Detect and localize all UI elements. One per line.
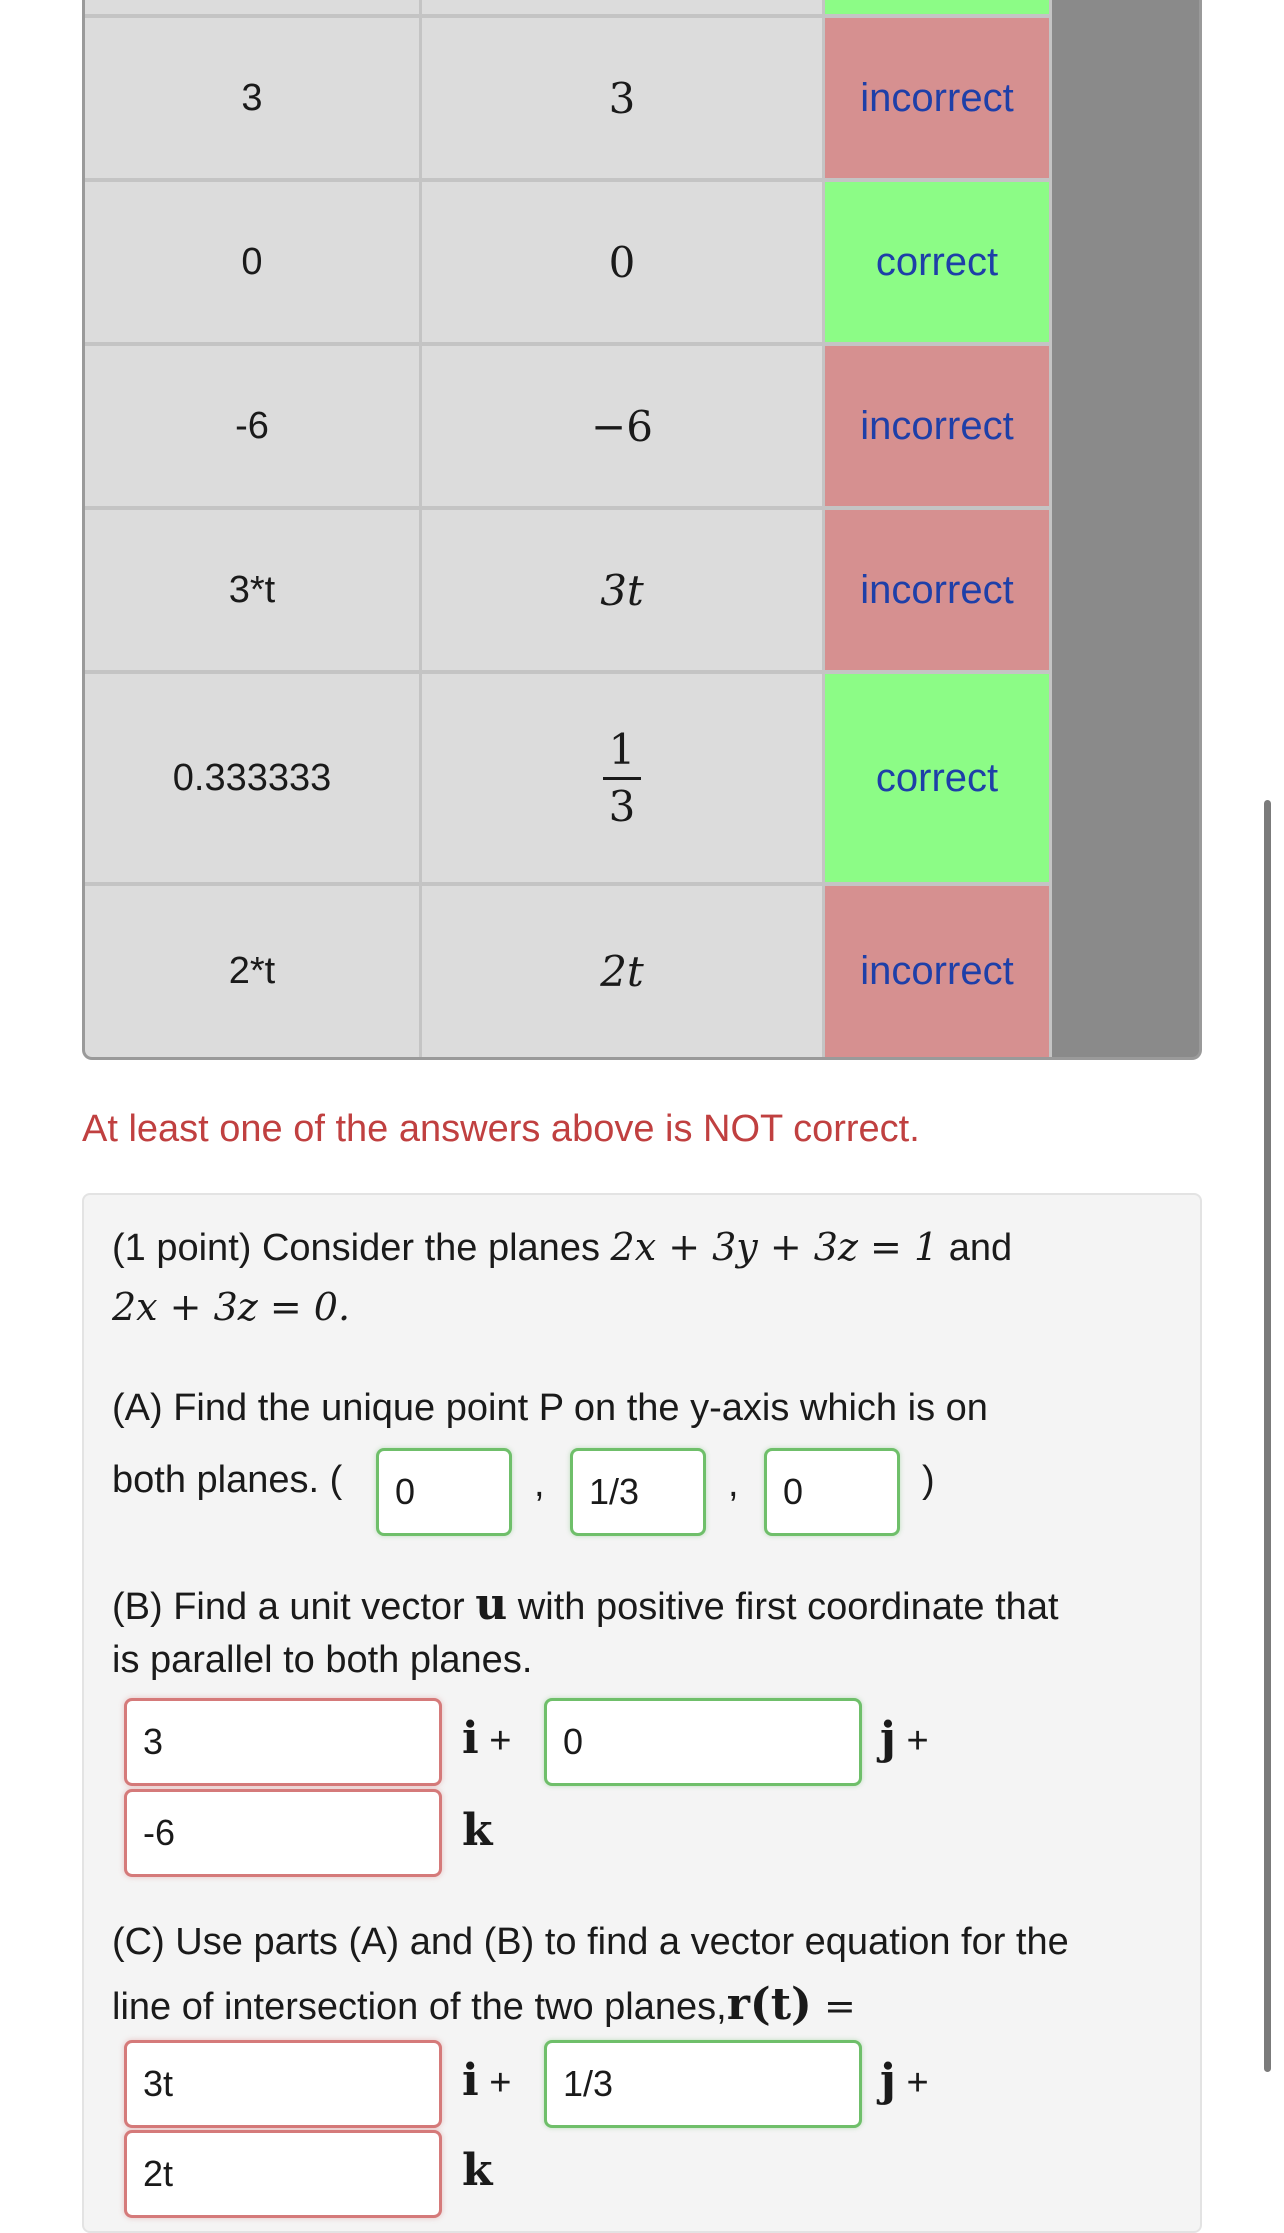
part-a-text: (A) Find the unique point P on the y-axis which is on — [112, 1387, 988, 1429]
result-label: correct — [875, 755, 999, 800]
result-label: incorrect — [860, 567, 1014, 612]
entered-cell — [82, 507, 422, 673]
preview-cell — [419, 883, 825, 1060]
preview-value: 0 — [608, 237, 636, 287]
entered-value: 0.333333 — [172, 756, 332, 799]
page-scrollbar[interactable] — [1264, 800, 1271, 2072]
entered-value: 3 — [241, 76, 263, 119]
preview-cell — [419, 507, 825, 673]
answer-results-table — [82, 0, 1202, 1060]
result-label: incorrect — [860, 75, 1014, 120]
equals-sign: = — [811, 1984, 856, 2028]
plus-sign: + — [906, 1720, 929, 1762]
answer-a-x-input[interactable]: 0 — [376, 1448, 512, 1536]
preview-value: −6 — [591, 401, 653, 451]
answer-a-z-input[interactable]: 0 — [764, 1448, 900, 1536]
answer-c-i-input[interactable]: 3t — [124, 2040, 442, 2128]
entered-value: 3*t — [228, 568, 276, 611]
unit-i-vector: i — [462, 1713, 479, 1764]
comma-separator: , — [534, 1463, 545, 1505]
unit-j-vector: j — [880, 1713, 896, 1764]
unit-k-label — [462, 2145, 493, 2196]
warning-message: At least one of the answers above is NOT correct. — [82, 1108, 920, 1150]
preview-cell — [419, 343, 825, 509]
plane1-equation: 2x + 3y + 3z = 1 — [610, 1225, 939, 1269]
entered-cell — [82, 671, 422, 885]
preview-cell — [419, 15, 825, 181]
preview-value: 3t — [600, 565, 644, 615]
part-c-text: (C) Use parts (A) and (B) to find a vector equation for the — [112, 1921, 1069, 1963]
plus-sign: + — [906, 2062, 929, 2104]
answer-c-k-input[interactable]: 2t — [124, 2130, 442, 2218]
unit-i-vector: i — [462, 2055, 479, 2106]
answer-b-j-input[interactable]: 0 — [544, 1698, 862, 1786]
unit-i-label — [462, 2055, 511, 2106]
problem-intro — [112, 1225, 1012, 1270]
result-cell — [822, 179, 1052, 345]
result-cell — [822, 343, 1052, 509]
unit-j-vector: j — [880, 2055, 896, 2106]
plus-sign: + — [489, 2062, 512, 2104]
unit-k-label — [462, 1805, 493, 1856]
fraction-denominator: 3 — [608, 781, 636, 831]
entered-value: 0 — [241, 240, 263, 283]
and-text: and — [938, 1227, 1013, 1269]
answer-b-k-input[interactable]: -6 — [124, 1789, 442, 1877]
result-cell — [822, 883, 1052, 1060]
entered-cell — [82, 883, 422, 1060]
part-c-text-line2 — [112, 1979, 856, 2030]
fraction-preview — [603, 724, 642, 831]
entered-value: -6 — [235, 404, 269, 447]
result-label: correct — [875, 239, 999, 284]
close-paren: ) — [922, 1459, 935, 1501]
plane2-equation: 2x + 3z = 0. — [112, 1285, 351, 1329]
plus-sign: + — [489, 1720, 512, 1762]
answer-a-y-input[interactable]: 1/3 — [570, 1448, 706, 1536]
unit-j-label — [880, 2055, 929, 2106]
unit-k-vector: k — [462, 1805, 493, 1856]
part-a-prompt: both planes. ( — [112, 1459, 343, 1501]
result-label: incorrect — [860, 403, 1014, 448]
result-cell — [822, 671, 1052, 885]
vector-u: u — [475, 1579, 508, 1630]
intro-text: (1 point) Consider the planes — [112, 1227, 611, 1269]
preview-cell — [419, 671, 825, 885]
part-b-suffix: with positive first coordinate that — [507, 1586, 1059, 1628]
entered-cell — [82, 179, 422, 345]
part-b-text — [112, 1579, 1059, 1630]
preview-value: 2t — [600, 947, 644, 996]
entered-cell — [82, 15, 422, 181]
fraction-numerator: 1 — [603, 729, 642, 780]
preview-value: 3 — [608, 73, 636, 123]
entered-value: 2*t — [228, 950, 276, 992]
part-b-text-line2: is parallel to both planes. — [112, 1639, 533, 1681]
r-of-t: r(t) — [726, 1979, 812, 2030]
result-cell — [822, 507, 1052, 673]
result-cell — [822, 15, 1052, 181]
entered-cell — [82, 343, 422, 509]
unit-i-label — [462, 1713, 511, 1764]
answer-b-i-input[interactable]: 3 — [124, 1698, 442, 1786]
problem-box — [82, 1193, 1202, 2233]
answer-c-j-input[interactable]: 1/3 — [544, 2040, 862, 2128]
part-b-prefix: (B) Find a unit vector — [112, 1586, 476, 1628]
unit-j-label — [880, 1713, 929, 1764]
comma-separator: , — [728, 1463, 739, 1505]
preview-cell — [419, 179, 825, 345]
part-c-prefix: line of intersection of the two planes, — [112, 1986, 727, 2028]
result-label: incorrect — [860, 949, 1014, 993]
unit-k-vector: k — [462, 2145, 493, 2196]
